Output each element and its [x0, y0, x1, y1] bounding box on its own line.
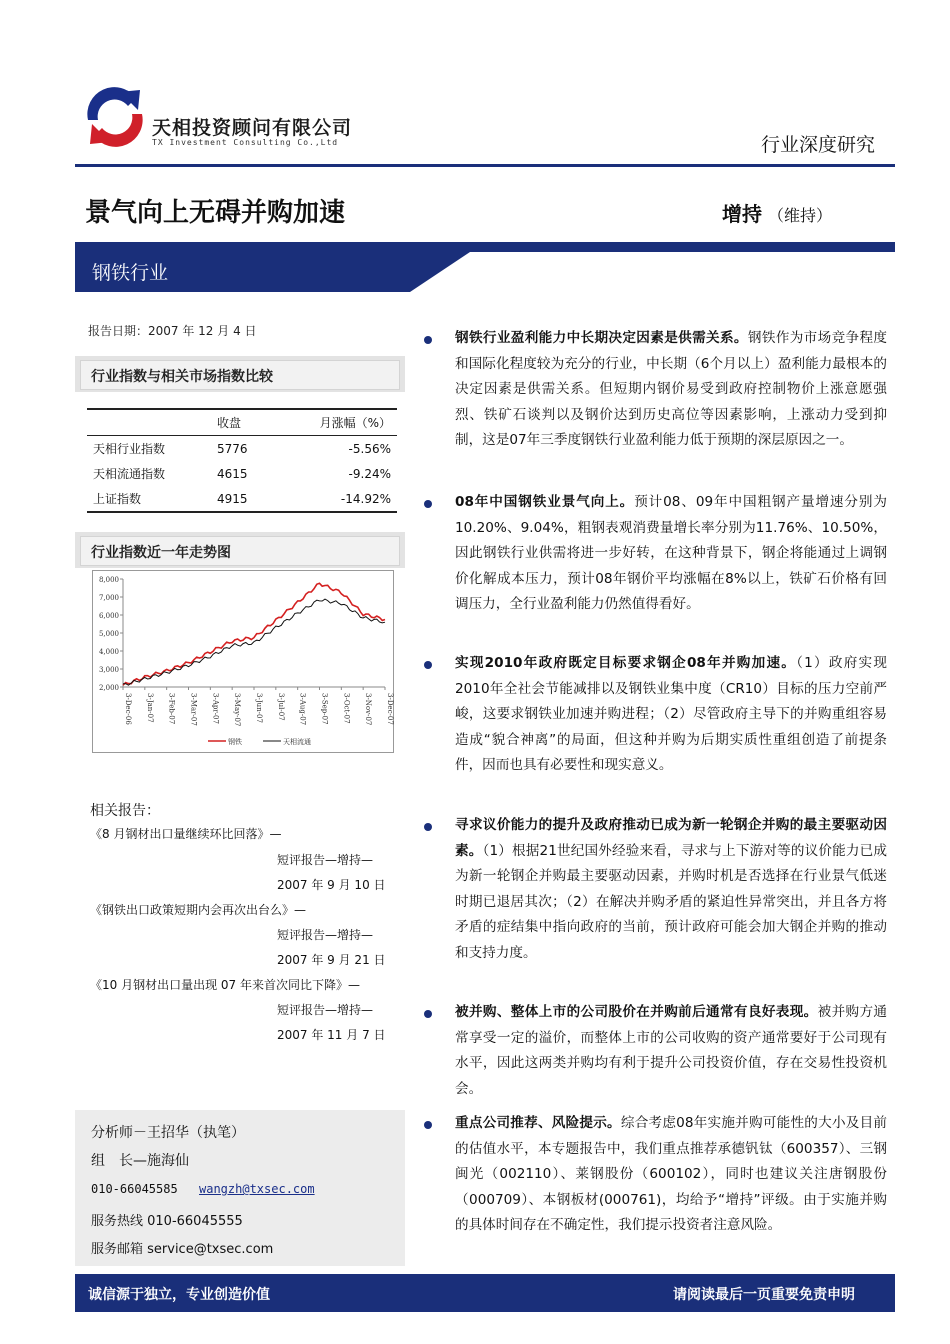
bullet-text: （1）根据21世纪国外经验来看，寻求与上下游对等的议价能力已成为新一轮钢企并购最主要驱动因素，并购时机是否选择在行业景气低迷时期已退居其次；（2）在解决并购矛盾的紧迫性异常突出，并且各方将矛盾的症结集中指向政府的当前，预计政府可能会加大钢企并购的推动和支持力度。 — [455, 842, 887, 961]
analyst-email-link[interactable]: wangzh@txsec.com — [199, 1182, 315, 1196]
x-tick-label: 3-Apr-07 — [211, 693, 220, 724]
series-line-steel — [123, 583, 385, 685]
related-report-date: 2007 年 9 月 21 日 — [277, 953, 386, 967]
related-report-link[interactable]: 《8 月钢材出口量继续环比回落》— — [90, 827, 282, 841]
bullet-icon — [424, 336, 432, 344]
x-tick-label: 3-Aug-07 — [298, 693, 307, 726]
related-reports-title: 相关报告： — [90, 803, 160, 819]
bullet-icon — [424, 661, 432, 669]
x-tick-label: 3-Dec-07 — [386, 693, 394, 725]
table-cell: -9.24% — [348, 466, 391, 481]
y-tick-label: 4,000 — [98, 648, 119, 656]
bullet-paragraph — [455, 326, 887, 454]
bullet-lead: 08年中国钢铁业景气向上。 — [455, 494, 635, 510]
bullet-text: 综合考虑08年实施并购可能性的大小及目前的估值水平，本专题报告中，我们重点推荐承德钒钛（600357）、三钢闽光（002110）、莱钢股份（600102），同时也建议关注唐钢股份（000709）、本钢板材(000761)，均给予“增持”评级。由于实施并购的具体时间存在不确定性，我们提示投资者注意风险。 — [455, 1115, 888, 1234]
footer-slogan: 诚信源于独立，专业创造价值 — [88, 1287, 270, 1303]
x-tick-label: 3-Feb-07 — [167, 693, 176, 725]
index-table-heading-box — [75, 356, 405, 392]
table-cell: -5.56% — [348, 441, 391, 456]
bullet-lead: 实现2010年政府既定目标要求钢企08年并购加速。 — [455, 655, 797, 671]
table-cell: 天相流通指数 — [93, 467, 166, 481]
table-cell: 5776 — [217, 441, 248, 456]
bullet-icon — [424, 1121, 432, 1129]
related-report-type: 短评报告—增持— — [277, 1003, 374, 1017]
related-report-date: 2007 年 11 月 7 日 — [277, 1028, 386, 1042]
report-title: 景气向上无碍并购加速 — [85, 198, 346, 228]
table-cell: 上证指数 — [87, 486, 211, 512]
x-tick-label: 3-Nov-07 — [364, 693, 373, 726]
legend-label: 天相流通 — [283, 738, 311, 746]
x-tick-label: 3-Mar-07 — [189, 693, 198, 726]
bullet-paragraph — [455, 490, 887, 618]
related-report-link[interactable]: 《10 月钢材出口量出现 07 年来首次同比下降》— — [90, 978, 360, 992]
table-row — [87, 486, 397, 512]
table-row — [87, 436, 397, 462]
table-cell: 4615 — [217, 466, 248, 481]
bullet-icon — [424, 823, 432, 831]
sector-label: 钢铁行业 — [92, 262, 169, 284]
rating-sub: （维持） — [768, 206, 833, 225]
x-tick-label: 3-Jun-07 — [255, 693, 263, 723]
related-report-type: 短评报告—增持— — [277, 928, 374, 942]
legend-label: 钢铁 — [228, 738, 242, 746]
bullet-lead: 钢铁行业盈利能力中长期决定因素是供需关系。 — [455, 330, 748, 346]
bullet-paragraph — [455, 651, 887, 779]
bullet-paragraph — [455, 1111, 887, 1239]
index-table-heading: 行业指数与相关市场指数比较 — [91, 369, 273, 385]
table-row — [87, 461, 397, 486]
footer-disclaimer-note: 请阅读最后一页重要免责申明 — [673, 1287, 855, 1303]
sector-band — [75, 242, 895, 292]
rating — [722, 198, 832, 227]
rating-main: 增持 — [722, 202, 762, 226]
company-name-en: TX Investment Consulting Co.,Ltd — [152, 138, 339, 147]
y-tick-label: 8,000 — [98, 576, 119, 584]
y-tick-label: 3,000 — [98, 666, 119, 674]
bullet-icon — [424, 1010, 432, 1018]
y-tick-label: 5,000 — [98, 630, 119, 638]
bullet-text: 预计08、09年中国粗钢产量增速分别为10.20%、9.04%，粗钢表观消费量增长率分别为11.76%、10.50%，因此钢铁行业供需将进一步好转，在这种背景下，钢企将能通过上调钢价化解成本压力，预计08年钢价平均涨幅在8%以上，铁矿石价格有回调压力，全行业盈利能力仍然值得看好。 — [455, 494, 887, 613]
bullet-text: （1）政府实现2010年全社会节能减排以及钢铁业集中度（CR10）目标的压力空前严峻，这要求钢铁业加速并购进程；（2）尽管政府主导下的并购重组容易造成“貌合神离”的局面，但这种并购为后期实质性重组创造了前提条件，因而也具有必要性和现实意义。 — [455, 655, 887, 774]
related-report-date: 2007 年 9 月 10 日 — [277, 878, 386, 892]
team-leader: 组 长—施海仙 — [91, 1153, 189, 1169]
x-tick-label: 3-Jul-07 — [276, 693, 285, 721]
bullet-paragraph — [455, 813, 887, 967]
report-date: 报告日期：2007 年 12 月 4 日 — [88, 324, 257, 338]
y-tick-label: 7,000 — [98, 594, 119, 602]
y-tick-label: 6,000 — [98, 612, 119, 620]
bullet-paragraph — [455, 1000, 887, 1102]
y-tick-label: 2,000 — [98, 684, 119, 692]
index-table — [87, 408, 397, 513]
analyst-name: 分析师－王招华（执笔） — [91, 1125, 245, 1141]
bullet-lead: 重点公司推荐、风险提示。 — [455, 1115, 621, 1131]
x-tick-label: 3-Oct-07 — [342, 693, 351, 724]
bullet-lead: 被并购、整体上市的公司股价在并购前后通常有良好表现。 — [455, 1004, 818, 1020]
x-tick-label: 3-Jan-07 — [145, 693, 154, 723]
header-divider — [75, 164, 895, 167]
x-tick-label: 3-Dec-06 — [124, 693, 132, 725]
trend-heading-box — [75, 532, 405, 568]
related-report-type: 短评报告—增持— — [277, 853, 374, 867]
trend-chart — [93, 571, 393, 752]
analyst-contact-box — [75, 1110, 405, 1266]
x-tick-label: 3-Sep-07 — [320, 693, 329, 725]
table-header: 月涨幅（%） — [274, 409, 397, 436]
table-header: 收盘 — [211, 409, 274, 436]
bullet-text: 被并购方通常享受一定的溢价，而整体上市的公司收购的资产通常要好于公司现有水平，因此这两类并购均有利于提升公司投资价值，存在交易性投资机会。 — [455, 1004, 888, 1097]
company-logo-icon — [80, 82, 150, 152]
table-cell: 4915 — [211, 486, 274, 512]
related-report-link[interactable]: 《钢铁出口政策短期内会再次出台么》— — [90, 903, 307, 917]
bullet-lead: 寻求议价能力的提升及政府推动已成为新一轮钢企并购的最主要驱动因素。 — [455, 817, 887, 859]
bullet-icon — [424, 500, 432, 508]
service-hotline: 服务热线 010-66045555 — [91, 1214, 243, 1229]
report-type: 行业深度研究 — [760, 134, 875, 156]
analyst-phone: 010-66045585 — [91, 1182, 178, 1196]
bullet-text: 钢铁作为市场竞争程度和国际化程度较为充分的行业，中长期（6个月以上）盈利能力最根本的决定因素是供需关系。但短期内钢价易受到政府控制物价上涨意愿强烈、铁矿石谈判以及钢价达到历史高位等因素影响，上涨动力受到抑制，这是07年三季度钢铁行业盈利能力低于预期的深层原因之一。 — [455, 330, 888, 449]
company-name-cn: 天相投资顾问有限公司 — [152, 117, 353, 139]
x-tick-label: 3-May-07 — [233, 693, 242, 727]
trend-heading: 行业指数近一年走势图 — [91, 545, 231, 561]
table-cell: -14.92% — [274, 486, 397, 512]
service-email: 服务邮箱 service@txsec.com — [91, 1242, 274, 1257]
trend-chart-frame — [92, 570, 394, 753]
table-header — [87, 409, 211, 436]
table-cell: 天相行业指数 — [93, 442, 166, 456]
